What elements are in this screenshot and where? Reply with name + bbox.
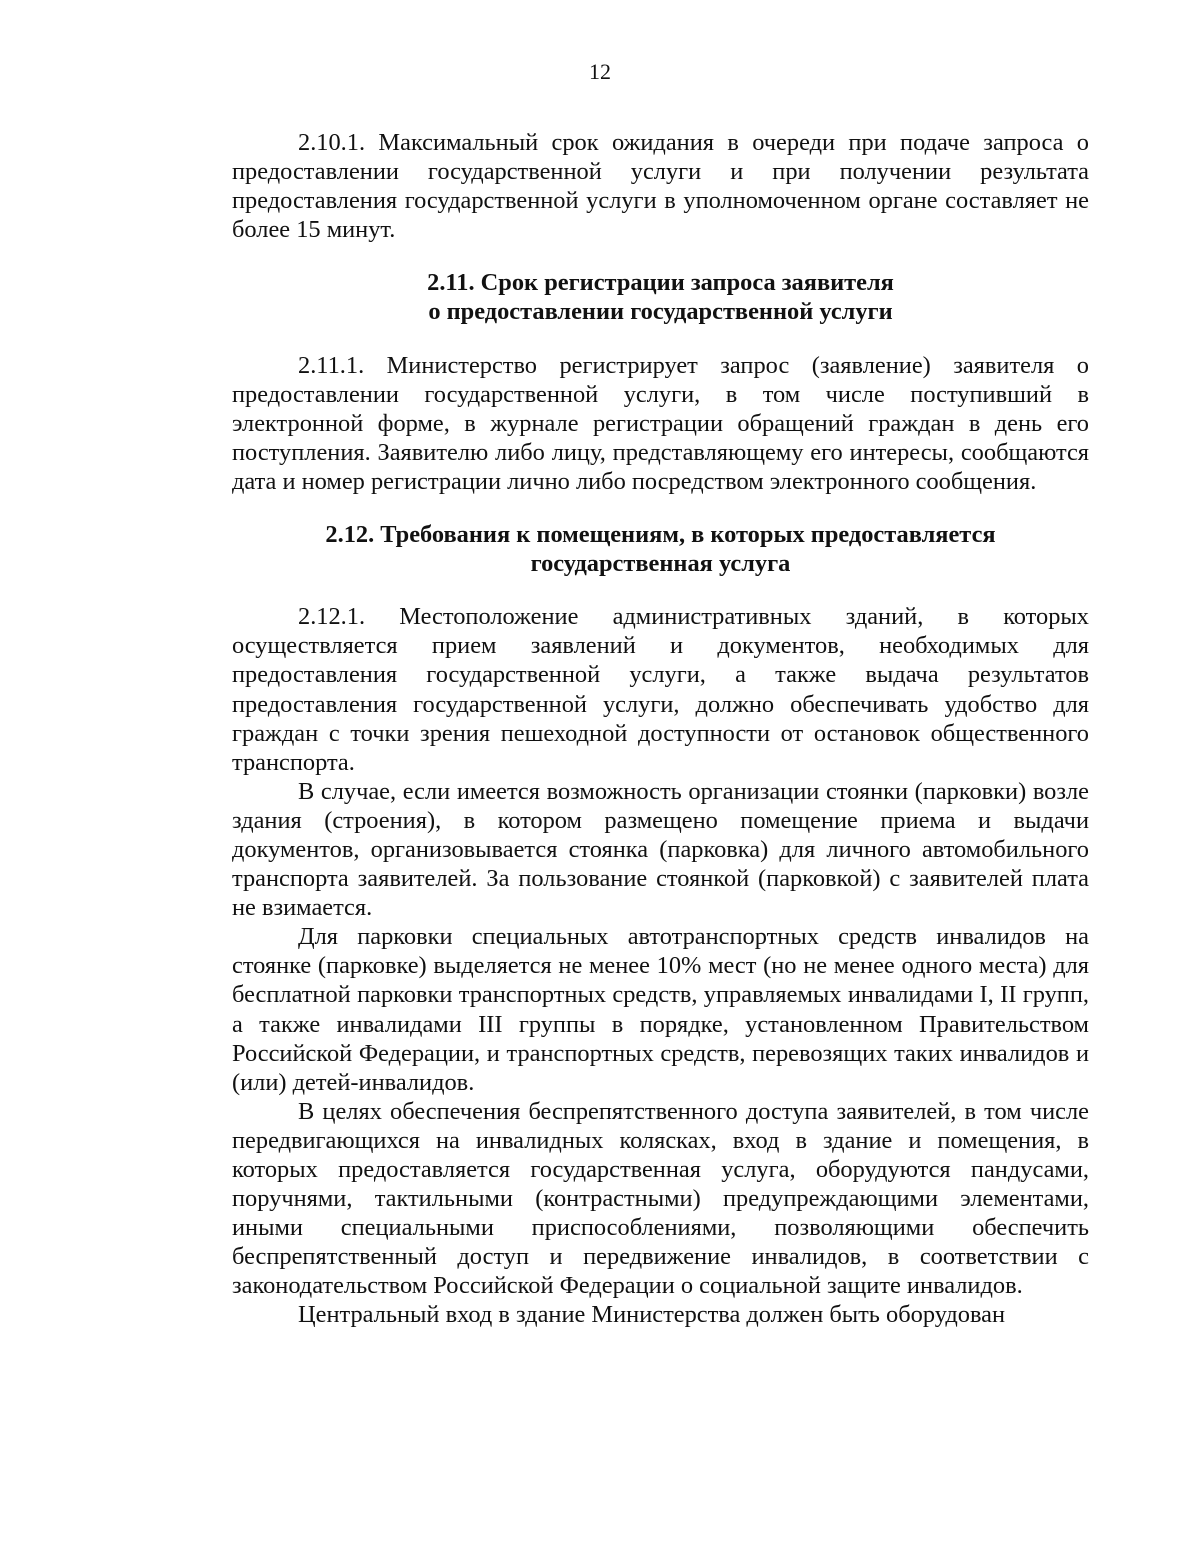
section-heading-2-11 <box>232 268 1089 326</box>
section-heading-2-11-line-2: о предоставлении государственной услуги <box>428 298 893 326</box>
paragraph-disabled-parking: Для парковки специальных автотранспортных средств инвалидов на стоянке (парковке) выделяется не менее 10% мест (но не менее одного места) для бесплатной парковки транспортных средств, управляемых инвалидами I, II групп, а также инвалидами III группы в порядке, установленном Правительством Российской Федерации, и транспортных средств, перевозящих таких инвалидов и (или) детей-инвалидов. <box>232 923 1089 1096</box>
paragraph-2-12-1: 2.12.1. Местоположение административных зданий, в которых осуществляется прием заявлений и документов, необходимых для предоставления государственной услуги, а также выдача результатов предоставления государственной услуги, должно обеспечивать удобство для граждан с точки зрения пешеходной доступности от остановок общественного транспорта. <box>232 603 1089 776</box>
document-body <box>232 128 1089 1330</box>
paragraph-accessibility: В целях обеспечения беспрепятственного доступа заявителей, в том числе передвигающихся на инвалидных колясках, вход в здание и помещения, в которых предоставляется государственная услуга, оборудуются пандусами, поручнями, тактильными (контрастными) предупреждающими элементами, иными специальными приспособлениями, позволяющими обеспечить беспрепятственный доступ и передвижение инвалидов, в соответствии с законодательством Российской Федерации о социальной защите инвалидов. <box>232 1097 1089 1300</box>
page-number: 12 <box>589 59 611 84</box>
paragraph-parking: В случае, если имеется возможность организации стоянки (парковки) возле здания (строения), в котором размещено помещение приема и выдачи документов, организовывается стоянка (парковка) для личного автомобильного транспорта заявителей. За пользование стоянкой (парковкой) с заявителей плата не взимается. <box>232 777 1089 922</box>
paragraph-2-10-1: 2.10.1. Максимальный срок ожидания в очереди при подаче запроса о предоставлении государственной услуги и при получении результата предоставления государственной услуги в уполномоченном органе составляет не более 15 минут. <box>232 129 1089 244</box>
paragraph-central-entrance: Центральный вход в здание Министерства должен быть оборудован <box>298 1301 1006 1329</box>
paragraph-2-11-1: 2.11.1. Министерство регистрирует запрос (заявление) заявителя о предоставлении государственной услуги, в том числе поступивший в электронной форме, в журнале регистрации обращений граждан в день его поступления. Заявителю либо лицу, представляющему его интересы, сообщаются дата и номер регистрации лично либо посредством электронного сообщения. <box>232 351 1089 495</box>
section-heading-2-12-line-1: 2.12. Требования к помещениям, в которых предоставляется <box>325 521 996 549</box>
section-heading-2-12 <box>232 520 1089 578</box>
section-heading-2-12-line-2: государственная услуга <box>530 550 791 578</box>
section-heading-2-11-line-1: 2.11. Срок регистрации запроса заявителя <box>427 269 894 297</box>
